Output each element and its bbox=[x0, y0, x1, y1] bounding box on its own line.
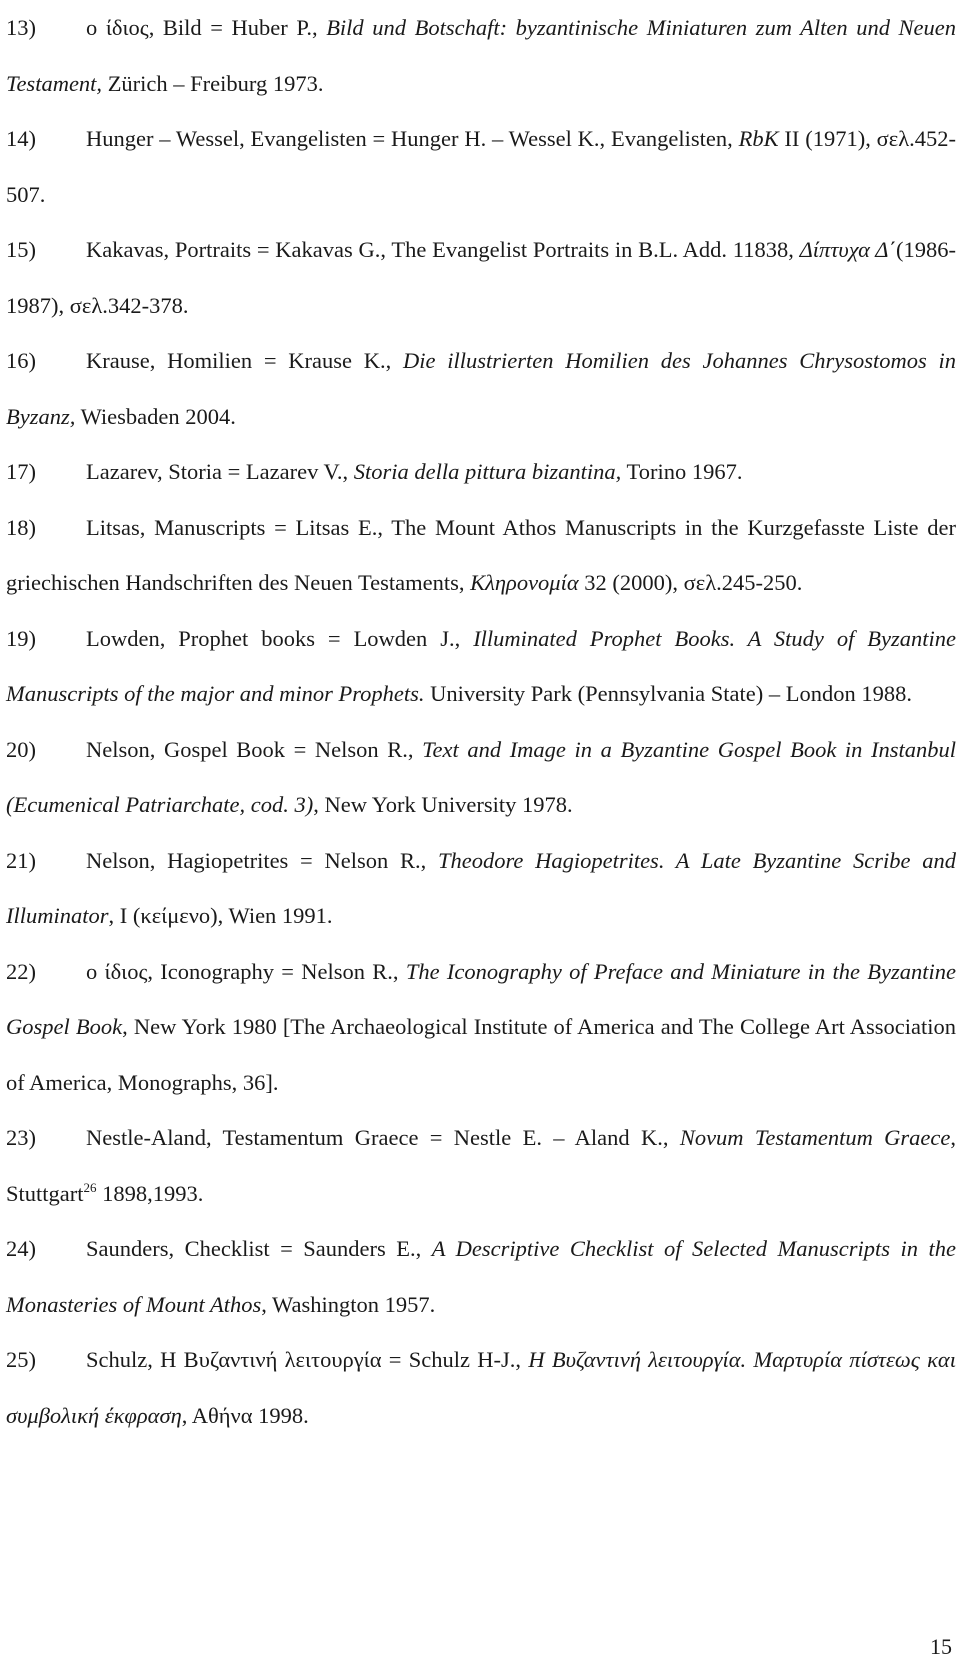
entry-title-italic: Text and Image in a Byzantine Gospel Book in Instanbul (Ecumenical Patriarchate, cod. 3) bbox=[6, 736, 956, 817]
bibliography-entry bbox=[6, 722, 956, 833]
entry-text: , I (κείμενο), Wien 1991. bbox=[108, 903, 333, 928]
entry-title-italic: A Descriptive Checklist of Selected Manuscripts in the Monasteries of Mount Athos bbox=[6, 1236, 956, 1317]
bibliography-entry bbox=[6, 444, 956, 500]
entry-text: Krause, Homilien = Krause K., bbox=[86, 348, 404, 373]
page-number: 15 bbox=[930, 1634, 952, 1659]
entry-text: , New York 1980 [The Archaeological Institute of America and The College Art Association of America, Monographs, 36]. bbox=[6, 1014, 956, 1095]
entry-number: 23) bbox=[6, 1125, 36, 1150]
entry-text: Torino 1967. bbox=[621, 459, 743, 484]
entry-text: 32 (2000), σελ.245-250. bbox=[578, 570, 803, 595]
bibliography-entry bbox=[6, 0, 956, 111]
entry-text: II (1971), σελ.452-507. bbox=[6, 126, 956, 207]
entry-number: 22) bbox=[6, 958, 36, 984]
bibliography-entry bbox=[6, 333, 956, 444]
bibliography-list bbox=[6, 0, 956, 1443]
entry-text: (1986-1987), σελ.342-378. bbox=[6, 237, 956, 318]
entry-title-italic: RbK bbox=[738, 126, 779, 151]
entry-title-italic: Κληρονομία bbox=[470, 570, 579, 595]
entry-title-italic: Illuminated Prophet Books. A Study of Byzantine Manuscripts of the major and minor Prophets. bbox=[6, 625, 956, 706]
entry-title-italic: Novum Testamentum Graece bbox=[679, 1125, 951, 1150]
entry-text: ο ίδιος, Iconography = Nelson R., bbox=[86, 958, 406, 984]
entry-number: 16) bbox=[6, 348, 36, 373]
entry-text: ο ίδιος, Bild = Huber P., bbox=[86, 15, 327, 40]
entry-number: 14) bbox=[6, 126, 36, 151]
entry-number: 24) bbox=[6, 1236, 36, 1261]
entry-text: Nestle-Aland, Testamentum Graece = Nestle E. – Aland K., bbox=[86, 1125, 680, 1150]
entry-number: 13) bbox=[6, 15, 36, 40]
entry-text: Litsas, Manuscripts = Litsas E., The Mount Athos Manuscripts in the Kurzgefasste Liste der griechischen Handschriften des Neuen Testaments, bbox=[6, 514, 956, 595]
entry-number: 19) bbox=[6, 625, 36, 651]
entry-number: 20) bbox=[6, 736, 36, 762]
bibliography-entry bbox=[6, 611, 956, 722]
entry-number: 25) bbox=[6, 1347, 36, 1372]
entry-text: University Park (Pennsylvania State) – London 1988. bbox=[424, 681, 912, 706]
entry-text: Saunders, Checklist = Saunders E., bbox=[86, 1236, 432, 1261]
bibliography-entry bbox=[6, 1332, 956, 1443]
entry-text: Schulz, Η Βυζαντινή λειτουργία = Schulz H-J., bbox=[86, 1347, 529, 1372]
entry-title-italic: Bild und Botschaft: byzantinische Miniaturen zum Alten und Neuen Testament, bbox=[6, 15, 957, 96]
entry-text: Kakavas, Portraits = Kakavas G., The Evangelist Portraits in B.L. Add. 11838, bbox=[86, 237, 800, 262]
bibliography-page bbox=[6, 0, 956, 1443]
bibliography-entry bbox=[6, 1221, 956, 1332]
entry-text: , Αθήνα 1998. bbox=[181, 1402, 309, 1428]
bibliography-entry bbox=[6, 1110, 956, 1221]
entry-title-italic: Η Βυζαντινή λειτουργία. Μαρτυρία πίστεως και συμβολική έκφραση bbox=[6, 1347, 956, 1428]
entry-text: Lazarev, Storia = Lazarev V., bbox=[86, 459, 354, 484]
bibliography-entry bbox=[6, 111, 956, 222]
entry-text: , Stuttgart bbox=[6, 1125, 956, 1206]
bibliography-entry bbox=[6, 500, 956, 611]
entry-text: Hunger – Wessel, Evangelisten = Hunger H. – Wessel K., Evangelisten, bbox=[86, 126, 739, 151]
entry-title-italic: Storia della pittura bizantina, bbox=[353, 459, 622, 484]
entry-number: 18) bbox=[6, 514, 36, 540]
entry-text: Wiesbaden 2004. bbox=[75, 403, 236, 429]
entry-number: 21) bbox=[6, 847, 36, 873]
entry-text: Zürich – Freiburg 1973. bbox=[102, 70, 324, 96]
entry-title-italic: Theodore Hagiopetrites. A Late Byzantine Scribe and Illuminator bbox=[6, 847, 956, 928]
bibliography-entry bbox=[6, 222, 956, 333]
entry-number: 15) bbox=[6, 237, 36, 262]
bibliography-entry bbox=[6, 833, 956, 944]
entry-title-italic: Die illustrierten Homilien des Johannes Chrysostomos in Byzanz, bbox=[6, 348, 956, 429]
entry-title-italic: Δίπτυχα Δ΄ bbox=[799, 237, 896, 262]
entry-text: Lowden, Prophet books = Lowden J., bbox=[86, 625, 474, 651]
entry-text: , New York University 1978. bbox=[313, 792, 573, 817]
entry-title-italic: The Iconography of Preface and Miniature in the Byzantine Gospel Book bbox=[6, 958, 956, 1039]
entry-text: 1898,1993. bbox=[96, 1180, 204, 1206]
edition-superscript: 26 bbox=[83, 1179, 97, 1195]
entry-text: Nelson, Hagiopetrites = Nelson R., bbox=[86, 847, 438, 873]
entry-number: 17) bbox=[6, 459, 36, 484]
bibliography-entry bbox=[6, 944, 956, 1111]
entry-text: , Washington 1957. bbox=[261, 1291, 436, 1317]
entry-text: Nelson, Gospel Book = Nelson R., bbox=[86, 736, 423, 762]
